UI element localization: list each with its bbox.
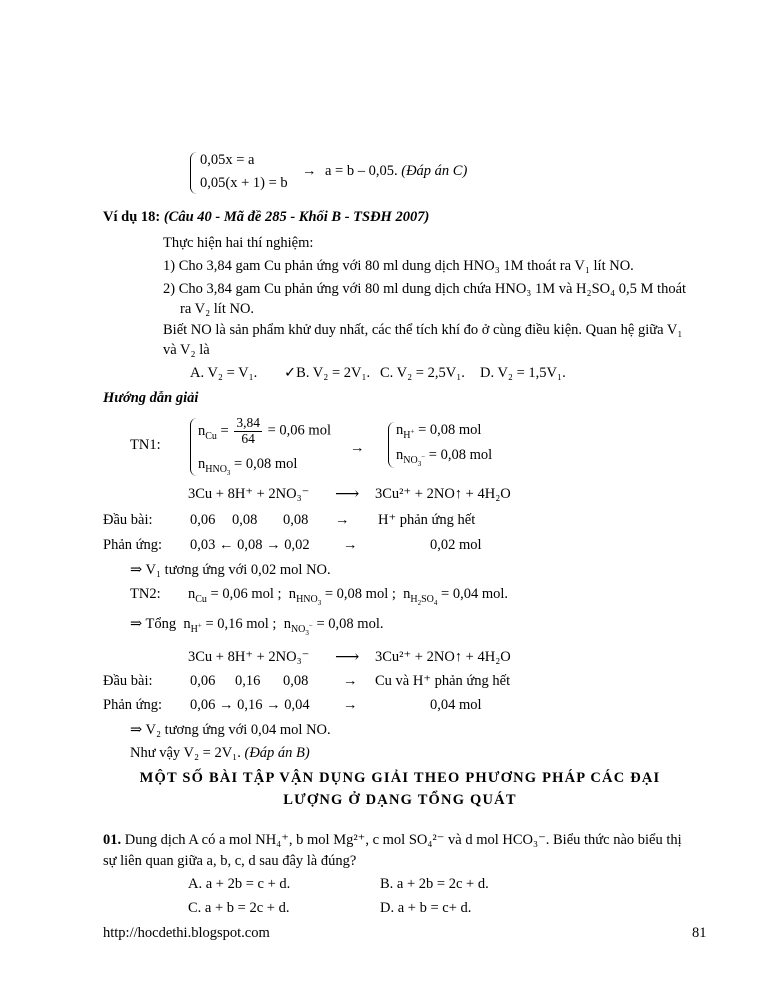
exercise-line-1 [103,832,682,849]
tn2-dau-h: 0,16 [235,673,261,689]
v2-line: ⇒ V₂ tương ứng với 0,04 mol NO. [130,722,331,738]
system-arrow: → [302,163,317,179]
tn2-label: TN2: [130,586,161,602]
tn1-left-brace [190,418,197,476]
system-line-2: 0,05(x + 1) = b [200,175,288,191]
experiment-2-line-1: 2) Cho 3,84 gam Cu phản ứng với 80 ml dung dịch chứa HNO₃ 1M và H₂SO₄ 0,5 M thoát [163,281,687,297]
exercise-choice-c: C. a + b = 2c + d. [188,900,290,916]
section-title-line-2: LƯỢNG Ở DẠNG TỔNG QUÁT [283,792,517,808]
solution-heading: Hướng dẫn giải [103,390,199,406]
tn2-line: $n_{Cu} = 0,06$ mol ; $n_{HNO_3} = 0,08$ mol ; $n_{H_2SO_4} = 0,04$ mol. [188,586,509,607]
exercise-choice-d: D. a + b = c+ d. [380,900,472,916]
tn2-dau-arrow: → [343,673,358,689]
choice-c: C. V₂ = 2,5V₁. [380,365,465,381]
page-number: 81 [692,925,707,941]
choice-a: A. V₂ = V₁. [190,365,258,381]
nhno3-value: = 0,08 mol [234,456,298,472]
reaction-1-left: 3Cu + 8H⁺ + 2NO₃⁻ [188,486,310,502]
tn1-dau-arrow: → [335,512,350,528]
tn1-dau-note: H⁺ phản ứng hết [378,512,476,528]
choice-d: D. V₂ = 1,5V₁. [480,365,566,381]
exercise-choice-b: B. a + 2b = 2c + d. [380,876,489,892]
tn2-pu-values: 0,06 → 0,16 → 0,04 [190,697,310,713]
tn1-dau-no3: 0,08 [283,512,309,528]
question-line-2: và V₂ là [163,342,210,358]
tn1-label: TN1: [130,437,161,453]
tn2-pu-result: 0,04 mol [430,697,482,713]
tn1-nh: $n_{H^+} = 0,08$ mol [396,422,482,441]
reaction-1-arrow: ⟶ [335,484,360,503]
tn1-pu-values: 0,03 ← 0,08 → 0,02 [190,537,310,553]
example-header [103,209,429,226]
ncu-numerator: 3,84 [236,415,260,430]
tn1-pu-label: Phản ứng: [103,537,163,553]
tn1-nhno3: $n_{HNO_3} = 0,08$ mol [198,456,298,477]
reaction-1-right: 3Cu²⁺ + 2NO↑ + 4H₂O [375,486,511,502]
system-result-text: a = b – 0,05. [325,163,398,179]
ncu-value: = 0,06 mol [267,422,331,439]
reaction-2-arrow: ⟶ [335,647,360,666]
conclusion-line [130,745,310,762]
tn2-dau-note: Cu và H⁺ phản ứng hết [375,673,511,689]
exercise-line-2: sự liên quan giữa a, b, c, d sau đây là đúng? [103,853,357,869]
exercise-number: 01. [103,832,122,848]
tn1-right-brace [388,422,395,468]
example-source: (Câu 40 - Mã đề 285 - Khối B - TSĐH 2007) [163,209,430,225]
ncu-denominator: 64 [241,430,255,446]
choice-b: ✓B. V₂ = 2V₁. [284,365,371,381]
tn2-dau-label: Đầu bài: [103,673,153,689]
exercise-choice-a: A. a + 2b = c + d. [188,876,291,892]
tn1-dau-h: 0,08 [232,512,258,528]
tn2-pu-arrow: → [343,697,358,713]
exercise-text: Dung dịch A có a mol NH₄⁺, b mol Mg²⁺, c mol SO₄²⁻ và d mol HCO₃⁻. Biểu thức nào biểu thị [124,832,682,848]
nh-value: = 0,08 mol [418,422,482,438]
tn1-arrow: → [350,440,365,456]
question-line-1: Biết NO là sản phẩm khử duy nhất, các thể tích khí đo ở cùng điều kiện. Quan hệ giữa V₁ [163,322,683,338]
ncu-fraction [234,416,262,447]
tn1-dau-cu: 0,06 [190,512,216,528]
reaction-2-left: 3Cu + 8H⁺ + 2NO₃⁻ [188,649,310,665]
system-result [325,163,467,180]
nno3-value: = 0,08 mol [428,447,493,463]
footer-url[interactable]: http://hocdethi.blogspot.com [103,925,270,941]
reaction-2-right: 3Cu²⁺ + 2NO↑ + 4H₂O [375,649,511,665]
tn2-dau-cu: 0,06 [190,673,216,689]
tn1-pu-result: 0,02 mol [430,537,482,553]
tn1-ncu: $n_{Cu}$ = $\frac{3,84}{64}$ = 0,06 mol [198,415,331,446]
system-brace [190,152,197,194]
section-title-line-1: MỘT SỐ BÀI TẬP VẬN DỤNG GIẢI THEO PHƯƠNG PHÁP CÁC ĐẠI [139,770,661,786]
tn1-dau-label: Đầu bài: [103,512,153,528]
conclusion-answer: (Đáp án B) [244,745,310,761]
tn1-nno3: $n_{NO_3^-} = 0,08$ mol [396,447,493,468]
experiment-2-line-2: ra V₂ lít NO. [180,301,255,317]
system-answer: (Đáp án C) [401,163,468,179]
tn2-pu-label: Phản ứng: [103,697,163,713]
experiment-1: 1) Cho 3,84 gam Cu phản ứng với 80 ml dung dịch HNO₃ 1M thoát ra V₁ lít NO. [163,258,634,274]
system-line-1: 0,05x = a [200,152,255,168]
v1-line: ⇒ V₁ tương ứng với 0,02 mol NO. [130,562,331,578]
tong-line: ⇒ Tổng $n_{H^+} = 0,16$ mol ; $n_{NO_3^-} = 0,08$ mol. [130,616,384,637]
example-label: Ví dụ 18: [103,209,161,225]
tn2-dau-no3: 0,08 [283,673,309,689]
conclusion-text: Như vậy V₂ = 2V₁. [130,745,241,761]
tn1-pu-arrow: → [343,537,358,553]
example-intro: Thực hiện hai thí nghiệm: [163,235,314,251]
